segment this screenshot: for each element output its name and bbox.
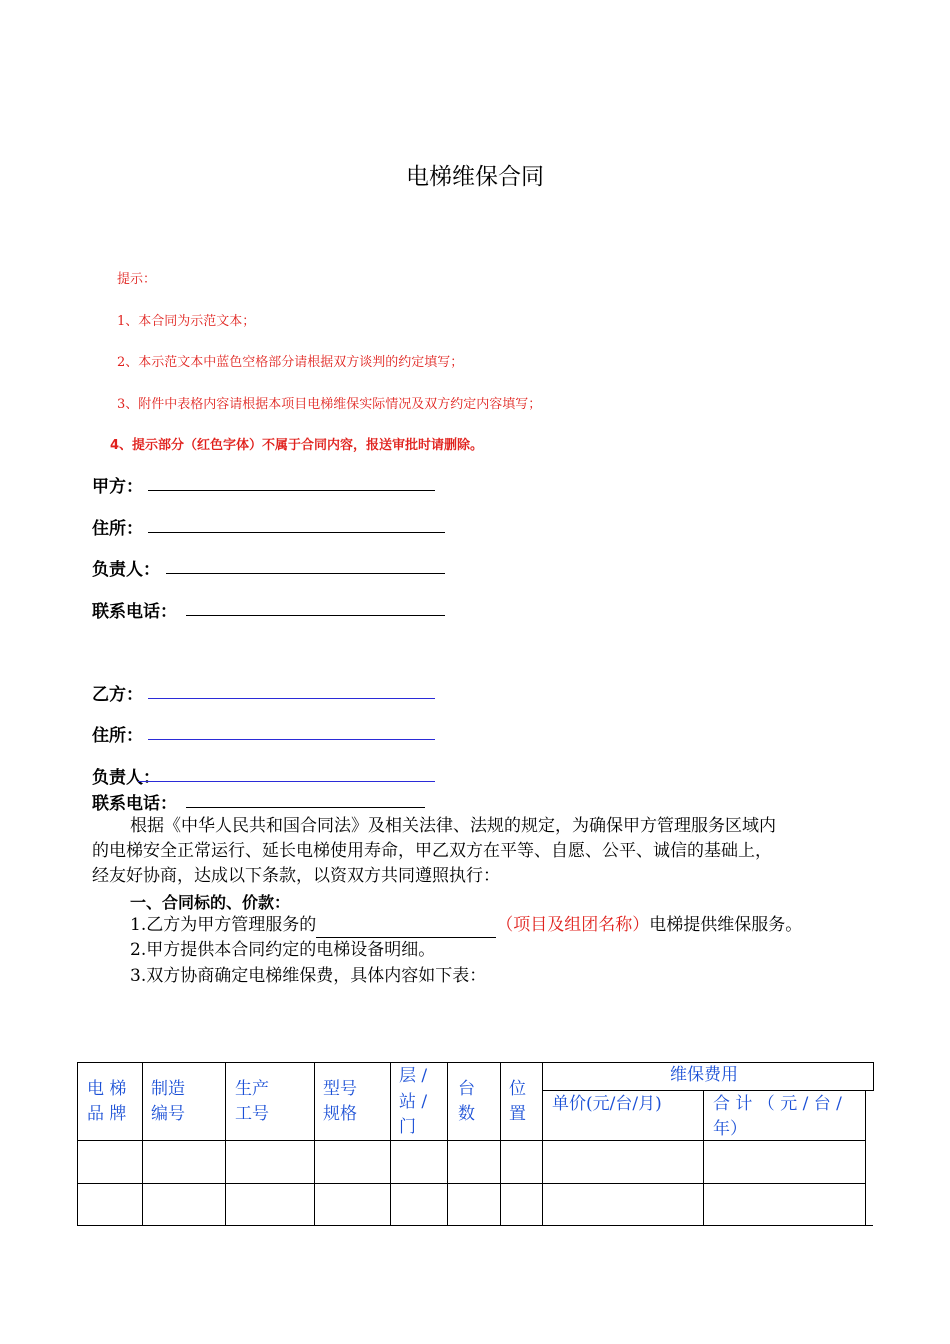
clause-1-hint: （项目及组团名称） xyxy=(496,915,650,935)
clause-1-prefix: 1.乙方为甲方管理服务的 xyxy=(130,915,317,935)
party-b-address-label: 住所： xyxy=(92,726,143,746)
header-count-2: 数 xyxy=(458,1104,475,1124)
header-brand-2: 品 牌 xyxy=(87,1104,127,1124)
table-border-right xyxy=(865,1090,866,1226)
party-b-person-field[interactable] xyxy=(138,781,435,782)
party-a-address-field[interactable] xyxy=(148,532,445,533)
table-col-divider xyxy=(142,1062,143,1226)
header-position-1: 位 xyxy=(509,1079,526,1099)
party-b-label: 乙方： xyxy=(92,685,143,705)
header-mfg-1: 制造 xyxy=(151,1079,185,1099)
clause-2: 2.甲方提供本合同约定的电梯设备明细。 xyxy=(130,940,436,960)
party-a-label: 甲方： xyxy=(92,477,143,497)
table-row-divider xyxy=(77,1183,865,1184)
tip-item-4: 4、提示部分（红色字体）不属于合同内容，报送审批时请删除。 xyxy=(110,438,484,453)
party-b-name-field[interactable] xyxy=(148,698,435,699)
fee-header-divider xyxy=(542,1090,873,1091)
clause-3: 3.双方协商确定电梯维保费，具体内容如下表： xyxy=(130,966,487,986)
header-mfg-2: 编号 xyxy=(151,1104,185,1124)
header-count-1: 台 xyxy=(458,1079,475,1099)
document-title: 电梯维保合同 xyxy=(406,164,544,190)
project-name-field[interactable] xyxy=(316,919,496,938)
party-a-name-field[interactable] xyxy=(148,490,435,491)
maintenance-fee-table xyxy=(77,1062,877,1232)
table-border-left xyxy=(77,1062,78,1226)
table-border-bottom xyxy=(77,1225,873,1226)
tip-item-1: 1、本合同为示范文本； xyxy=(117,314,256,329)
fee-header-right xyxy=(873,1062,874,1091)
header-brand-1: 电 梯 xyxy=(87,1079,127,1099)
table-col-divider xyxy=(447,1062,448,1226)
header-model-2: 规格 xyxy=(323,1104,357,1124)
table-col-divider xyxy=(542,1062,543,1226)
party-b-person-label: 负责人： xyxy=(92,768,160,788)
header-floor-2: 站 / xyxy=(399,1092,428,1112)
header-position-2: 置 xyxy=(509,1104,526,1124)
table-col-divider xyxy=(225,1062,226,1226)
intro-line-3: 经友好协商，达成以下条款，以资双方共同遵照执行： xyxy=(92,866,500,886)
tip-item-2: 2、本示范文本中蓝色空格部分请根据双方谈判的约定填写； xyxy=(117,355,464,370)
header-floor-3: 门 xyxy=(399,1117,416,1137)
header-prod-1: 生产 xyxy=(235,1079,269,1099)
intro-line-2: 的电梯安全正常运行、延长电梯使用寿命，甲乙双方在平等、自愿、公平、诚信的基础上， xyxy=(92,841,772,861)
table-col-divider xyxy=(390,1062,391,1226)
party-b-phone-field[interactable] xyxy=(186,807,425,808)
header-maintenance-fee: 维保费用 xyxy=(670,1065,738,1085)
tip-item-3: 3、附件中表格内容请根据本项目电梯维保实际情况及双方约定内容填写； xyxy=(117,397,542,412)
header-floor-1: 层 / xyxy=(399,1066,428,1086)
table-col-divider xyxy=(314,1062,315,1226)
tip-header: 提示： xyxy=(117,272,157,287)
table-col-divider xyxy=(500,1062,501,1226)
party-a-person-label: 负责人： xyxy=(92,560,160,580)
header-total-1: 合 计 （ 元 / 台 / xyxy=(713,1094,842,1114)
party-a-phone-field[interactable] xyxy=(186,615,445,616)
clause-1-suffix: 电梯提供维保服务。 xyxy=(649,915,803,935)
table-col-divider xyxy=(703,1090,704,1226)
header-prod-2: 工号 xyxy=(235,1104,269,1124)
section-1-heading: 一、合同标的、价款： xyxy=(130,893,291,912)
party-b-address-field[interactable] xyxy=(148,739,435,740)
party-a-address-label: 住所： xyxy=(92,519,143,539)
table-border-top xyxy=(77,1062,873,1063)
intro-line-1: 根据《中华人民共和国合同法》及相关法律、法规的规定，为确保甲方管理服务区域内 xyxy=(130,816,776,836)
header-model-1: 型号 xyxy=(323,1079,357,1099)
header-unit-price: 单价(元/台/月) xyxy=(552,1094,662,1114)
header-total-2: 年） xyxy=(713,1119,747,1139)
party-b-phone-label: 联系电话： xyxy=(92,794,177,814)
party-a-phone-label: 联系电话： xyxy=(92,602,177,622)
clause-1 xyxy=(130,913,802,938)
party-a-person-field[interactable] xyxy=(166,573,445,574)
